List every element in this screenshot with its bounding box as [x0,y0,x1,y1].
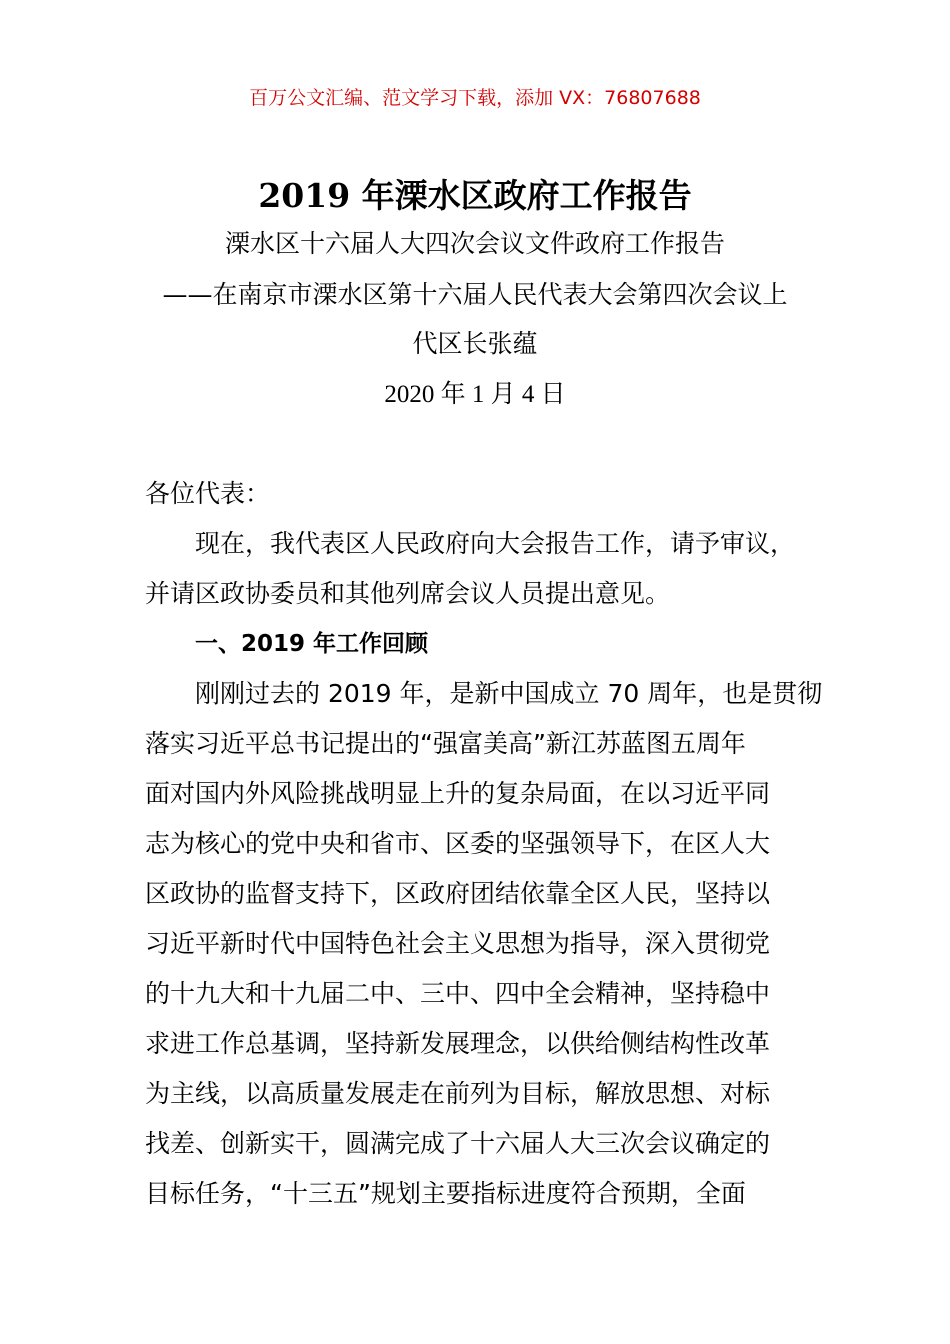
section-heading: 一、2019 年工作回顾 [195,631,429,657]
intro-line: 现在，我代表区人民政府向大会报告工作，请予审议， [195,529,796,558]
paragraph-line: 习近平新时代中国特色社会主义思想为指导，深入贯彻党 [145,929,771,958]
paragraph-line: 找差、创新实干，圆满完成了十六届人大三次会议确定的 [145,1129,771,1158]
paragraph-line: 的十九大和十九届二中、三中、四中全会精神，坚持稳中 [145,979,771,1008]
paragraph-line: 为主线，以高质量发展走在前列为目标，解放思想、对标 [145,1079,771,1108]
salutation: 各位代表： [145,479,271,508]
document-title: 2019 年溧水区政府工作报告 [258,176,692,215]
document-date: 2020 年 1 月 4 日 [384,381,566,408]
document-subtitle: 溧水区十六届人大四次会议文件政府工作报告 [224,229,725,258]
document-occasion: ——在南京市溧水区第十六届人民代表大会第四次会议上 [162,280,788,309]
promo-banner: 百万公文汇编、范文学习下载，添加 VX：76807688 [249,87,701,109]
paragraph-line: 落实习近平总书记提出的“强富美高”新江苏蓝图五周年 [145,729,746,758]
document-speaker: 代区长张蕴 [412,329,538,358]
paragraph-line: 区政协的监督支持下，区政府团结依靠全区人民，坚持以 [145,879,771,908]
intro-line: 并请区政协委员和其他列席会议人员提出意见。 [145,579,671,608]
paragraph-line: 刚刚过去的 2019 年，是新中国成立 70 周年，也是贯彻 [195,679,823,708]
paragraph-line: 求进工作总基调，坚持新发展理念，以供给侧结构性改革 [145,1029,771,1058]
paragraph-line: 志为核心的党中央和省市、区委的坚强领导下，在区人大 [145,829,771,858]
paragraph-line: 面对国内外风险挑战明显上升的复杂局面，在以习近平同 [145,779,771,808]
paragraph-line: 目标任务，“十三五”规划主要指标进度符合预期，全面 [145,1179,746,1208]
